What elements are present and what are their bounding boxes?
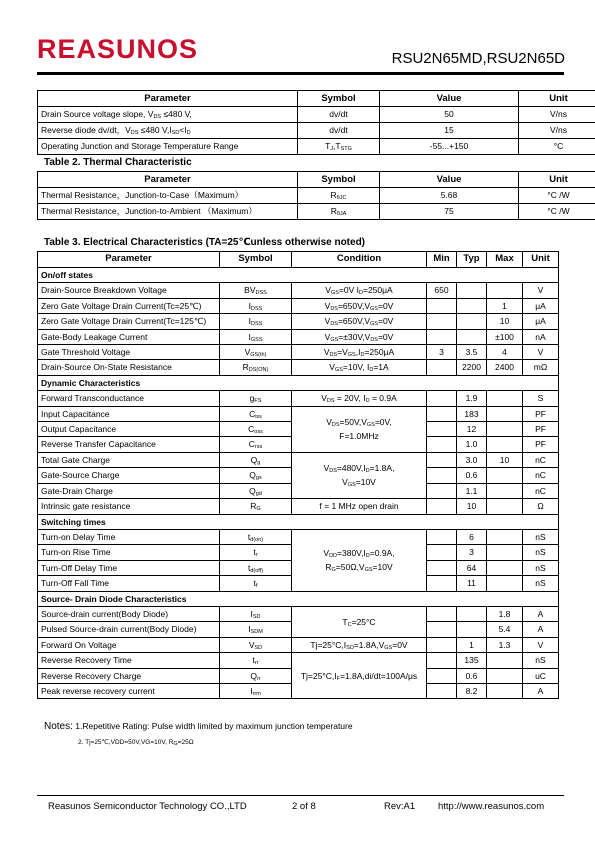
table-row (38, 606, 559, 621)
max-cell (487, 545, 523, 560)
param-cell: Source-drain current(Body Diode) (38, 606, 220, 621)
param-cell: Output Capacitance (38, 422, 220, 437)
param-cell: Thermal Resistance，Junction-to-Ambient （Maximum） (38, 204, 298, 220)
unit-cell: nA (523, 329, 559, 344)
max-cell (487, 437, 523, 452)
unit-cell: °C /W (519, 188, 595, 204)
table-row (38, 298, 559, 313)
symbol-cell: $T_J,T_{STG}$ (298, 139, 380, 155)
param-cell: Input Capacitance (38, 406, 220, 421)
unit-cell: nS (523, 653, 559, 668)
col-parameter: Parameter (38, 252, 220, 268)
min-cell (427, 622, 457, 637)
symbol-cell: $C_{rss}$ (220, 437, 292, 452)
param-cell: Reverse Recovery Time (38, 653, 220, 668)
symbol-cell: $BV_{DSS}$ (220, 283, 292, 298)
table-row (38, 283, 559, 298)
table-row (38, 314, 559, 329)
note-2: 2. Tj=25℃,VDD=50V,VG=10V, $R_G=25\Omega$ (78, 739, 194, 747)
param-cell: Turn-on Delay Time (38, 529, 220, 544)
max-cell (487, 483, 523, 498)
param-cell: Gate Threshold Voltage (38, 345, 220, 360)
value-cell: 75 (380, 204, 519, 220)
symbol-cell: $Q_g$ (220, 452, 292, 467)
param-cell: Pulsed Source-drain current(Body Diode) (38, 622, 220, 637)
typ-cell: 183 (457, 406, 487, 421)
unit-cell: °C (519, 139, 595, 155)
min-cell (427, 329, 457, 344)
table-row (38, 107, 595, 123)
symbol-cell: dv/dt (298, 107, 380, 123)
condition-cell: $Tj=25^\circ C,I_F=1.8A,di/dt=100A/\mu s$ (292, 653, 427, 699)
symbol-cell: $Q_{gd}$ (220, 483, 292, 498)
unit-cell: nC (523, 483, 559, 498)
section-dynamic: Dynamic Characteristics (38, 375, 559, 390)
col-condition: Condition (292, 252, 427, 268)
symbol-cell: $Q_{gs}$ (220, 468, 292, 483)
typ-cell: 0.6 (457, 468, 487, 483)
max-cell (487, 683, 523, 698)
typ-cell (457, 298, 487, 313)
unit-cell: V (523, 345, 559, 360)
col-parameter: Parameter (38, 172, 298, 188)
max-cell (487, 576, 523, 591)
col-min: Min (427, 252, 457, 268)
min-cell (427, 668, 457, 683)
max-cell: ±100 (487, 329, 523, 344)
condition-cell: $V_{DS}=480V,I_D=1.8A$, $V_{GS}=10V$ (292, 452, 427, 498)
min-cell (427, 422, 457, 437)
unit-cell: nS (523, 529, 559, 544)
unit-cell: Ω (523, 499, 559, 514)
table-row (38, 139, 595, 155)
section-row (38, 375, 559, 390)
typ-cell: 0.6 (457, 668, 487, 683)
max-cell (487, 529, 523, 544)
param-cell: Drain Source voltage slope, $V_{DS} \le 480$ V, (38, 107, 298, 123)
unit-cell: PF (523, 406, 559, 421)
section-diode: Source- Drain Diode Characteristics (38, 591, 559, 606)
symbol-cell: $I_{SDM}$ (220, 622, 292, 637)
typ-cell (457, 329, 487, 344)
typ-cell (457, 283, 487, 298)
value-cell: 15 (380, 123, 519, 139)
max-cell (487, 468, 523, 483)
typ-cell: 64 (457, 560, 487, 575)
symbol-cell: $t_{d(on)}$ (220, 529, 292, 544)
symbol-cell: $C_{oss}$ (220, 422, 292, 437)
max-cell (487, 499, 523, 514)
max-cell (487, 668, 523, 683)
max-cell (487, 560, 523, 575)
max-cell: 1 (487, 298, 523, 313)
note-1: Notes: 1.Repetitive Rating: Pulse width limited by maximum junction temperature (44, 721, 353, 732)
table2-caption: Table 2. Thermal Characteristic (44, 157, 192, 168)
min-cell (427, 391, 457, 406)
unit-cell: S (523, 391, 559, 406)
param-cell: Reverse Recovery Charge (38, 668, 220, 683)
condition-cell: $V_{DS}=650V,V_{GS}=0V$ (292, 314, 427, 329)
symbol-cell: $R_G$ (220, 499, 292, 514)
max-cell: 5.4 (487, 622, 523, 637)
value-cell: -55...+150 (380, 139, 519, 155)
param-cell: Zero Gate Voltage Drain Current(Tc=25℃) (38, 298, 220, 313)
table-row (38, 653, 559, 668)
symbol-cell: $R_{\theta JC}$ (298, 188, 380, 204)
typ-cell: 1.1 (457, 483, 487, 498)
typ-cell: 3.5 (457, 345, 487, 360)
table-header-row (38, 172, 595, 188)
min-cell (427, 560, 457, 575)
table-row (38, 188, 595, 204)
symbol-cell: $g_{FS}$ (220, 391, 292, 406)
col-max: Max (487, 252, 523, 268)
section-row (38, 591, 559, 606)
typ-cell: 12 (457, 422, 487, 437)
min-cell: 650 (427, 283, 457, 298)
max-cell: 1.3 (487, 637, 523, 652)
condition-cell: f = 1 MHz open drain (292, 499, 427, 514)
unit-cell: A (523, 683, 559, 698)
min-cell (427, 545, 457, 560)
param-cell: Thermal Resistance，Junction-to-Case（Maximum） (38, 188, 298, 204)
col-value: Value (380, 172, 519, 188)
param-cell: Turn-Off Delay Time (38, 560, 220, 575)
typ-cell (457, 314, 487, 329)
param-cell: Total Gate Charge (38, 452, 220, 467)
symbol-cell: $Q_{rr}$ (220, 668, 292, 683)
param-cell: Intrinsic gate resistance (38, 499, 220, 514)
col-symbol: Symbol (220, 252, 292, 268)
table-header-row (38, 252, 559, 268)
table-row (38, 204, 595, 220)
min-cell (427, 529, 457, 544)
unit-cell: μA (523, 298, 559, 313)
col-value: Value (380, 91, 519, 107)
typ-cell (457, 622, 487, 637)
symbol-cell: $R_{DS(ON)}$ (220, 360, 292, 375)
param-cell: Drain-Source Breakdown Voltage (38, 283, 220, 298)
section-onoff: On/off states (38, 268, 559, 283)
condition-cell: $V_{DS}=650V,V_{GS}=0V$ (292, 298, 427, 313)
param-cell: Operating Junction and Storage Temperature Range (38, 139, 298, 155)
param-cell: Forward On Voltage (38, 637, 220, 652)
symbol-cell: $I_{SD}$ (220, 606, 292, 621)
unit-cell: mΩ (523, 360, 559, 375)
param-cell: Gate-Drain Charge (38, 483, 220, 498)
symbol-cell: $t_r$ (220, 545, 292, 560)
typ-cell: 1.0 (457, 437, 487, 452)
max-cell (487, 391, 523, 406)
typ-cell: 3.0 (457, 452, 487, 467)
min-cell (427, 499, 457, 514)
col-typ: Typ (457, 252, 487, 268)
typ-cell: 135 (457, 653, 487, 668)
min-cell (427, 637, 457, 652)
param-cell: Peak reverse recovery current (38, 683, 220, 698)
absolute-ratings-table (37, 90, 595, 155)
symbol-cell: $I_{DSS}$ (220, 314, 292, 329)
unit-cell: A (523, 606, 559, 621)
typ-cell: 3 (457, 545, 487, 560)
table-header-row (38, 91, 595, 107)
min-cell (427, 576, 457, 591)
min-cell (427, 298, 457, 313)
table-row (38, 360, 559, 375)
symbol-cell: dv/dt (298, 123, 380, 139)
condition-cell: $V_{DS}=V_{GS},I_D=250\mu A$ (292, 345, 427, 360)
table-row (38, 637, 559, 652)
max-cell: 10 (487, 314, 523, 329)
typ-cell: 1 (457, 637, 487, 652)
max-cell (487, 406, 523, 421)
min-cell (427, 360, 457, 375)
min-cell (427, 683, 457, 698)
min-cell: 3 (427, 345, 457, 360)
col-unit: Unit (519, 91, 595, 107)
param-cell: Turn-Off Fall Time (38, 576, 220, 591)
max-cell (487, 653, 523, 668)
table-row (38, 123, 595, 139)
symbol-cell: $t_{d(off)}$ (220, 560, 292, 575)
footer-rule (37, 795, 564, 796)
table-row (38, 499, 559, 514)
param-cell: Zero Gate Voltage Drain Current(Tc=125℃) (38, 314, 220, 329)
unit-cell: μA (523, 314, 559, 329)
typ-cell: 10 (457, 499, 487, 514)
condition-cell: $V_{GS}=\pm 30V,V_{DS}=0V$ (292, 329, 427, 344)
col-symbol: Symbol (298, 91, 380, 107)
table-row (38, 529, 559, 544)
typ-cell (457, 606, 487, 621)
unit-cell: °C /W (519, 204, 595, 220)
min-cell (427, 406, 457, 421)
table-row (38, 345, 559, 360)
min-cell (427, 468, 457, 483)
section-row (38, 268, 559, 283)
max-cell: 2400 (487, 360, 523, 375)
typ-cell: 8.2 (457, 683, 487, 698)
typ-cell: 2200 (457, 360, 487, 375)
condition-cell: $V_{DS} = 20V$, $I_D = 0.9A$ (292, 391, 427, 406)
table-row (38, 406, 559, 421)
symbol-cell: $t_{rr}$ (220, 653, 292, 668)
min-cell (427, 653, 457, 668)
col-parameter: Parameter (38, 91, 298, 107)
max-cell (487, 283, 523, 298)
value-cell: 50 (380, 107, 519, 123)
table3-caption: Table 3. Electrical Characteristics (TA=25℃unless otherwise noted) (44, 237, 366, 248)
min-cell (427, 314, 457, 329)
symbol-cell: $V_{SD}$ (220, 637, 292, 652)
param-cell: Reverse diode dv/dt，$V_{DS} \le 480$ $V,I_{SD}<I_D$ (38, 123, 298, 139)
unit-cell: V/ns (519, 107, 595, 123)
symbol-cell: $I_{rrm}$ (220, 683, 292, 698)
min-cell (427, 483, 457, 498)
max-cell (487, 422, 523, 437)
table-row (38, 391, 559, 406)
unit-cell: nC (523, 468, 559, 483)
symbol-cell: $I_{DSS}$ (220, 298, 292, 313)
param-cell: Gate-Source Charge (38, 468, 220, 483)
param-cell: Reverse Transfer Capacitance (38, 437, 220, 452)
unit-cell: PF (523, 422, 559, 437)
unit-cell: V (523, 637, 559, 652)
col-unit: Unit (523, 252, 559, 268)
condition-cell: $V_{DD}=380V,I_D=0.9A$, $R_G=50\Omega,V_{GS}=10V$ (292, 529, 427, 591)
table-row (38, 452, 559, 467)
unit-cell: V (523, 283, 559, 298)
symbol-cell: $I_{GSS}$ (220, 329, 292, 344)
param-cell: Forward Transconductance (38, 391, 220, 406)
typ-cell: 1.9 (457, 391, 487, 406)
part-number: RSU2N65MD,RSU2N65D (391, 50, 565, 67)
electrical-table (37, 251, 559, 699)
footer-company: Reasunos Semiconductor Technology CO.,LTD (48, 801, 247, 812)
symbol-cell: $C_{iss}$ (220, 406, 292, 421)
symbol-cell: $R_{\theta JA}$ (298, 204, 380, 220)
symbol-cell: $V_{GS(th)}$ (220, 345, 292, 360)
min-cell (427, 452, 457, 467)
max-cell: 1.8 (487, 606, 523, 621)
max-cell: 10 (487, 452, 523, 467)
unit-cell: PF (523, 437, 559, 452)
unit-cell: nS (523, 560, 559, 575)
unit-cell: uC (523, 668, 559, 683)
condition-cell: $V_{GS}=0V$ $I_D=250\mu A$ (292, 283, 427, 298)
condition-cell: $V_{GS}=10V$, $I_D=1A$ (292, 360, 427, 375)
value-cell: 5.68 (380, 188, 519, 204)
typ-cell: 11 (457, 576, 487, 591)
min-cell (427, 437, 457, 452)
section-row (38, 514, 559, 529)
footer-page: 2 of 8 (292, 801, 316, 812)
typ-cell: 6 (457, 529, 487, 544)
footer-url[interactable]: http://www.reasunos.com (438, 801, 545, 812)
condition-cell: $V_{DS}=50V,V_{GS}=0V$, F=1.0MHz (292, 406, 427, 452)
param-cell: Gate-Body Leakage Current (38, 329, 220, 344)
param-cell: Turn-on Rise Time (38, 545, 220, 560)
table-row (38, 329, 559, 344)
footer-revision: Rev:A1 (384, 801, 416, 812)
symbol-cell: $t_f$ (220, 576, 292, 591)
unit-cell: nS (523, 576, 559, 591)
unit-cell: V/ns (519, 123, 595, 139)
param-cell: Drain-Source On-State Resistance (38, 360, 220, 375)
col-unit: Unit (519, 172, 595, 188)
max-cell: 4 (487, 345, 523, 360)
header-rule (37, 72, 564, 75)
section-switching: Switching times (38, 514, 559, 529)
unit-cell: nC (523, 452, 559, 467)
condition-cell: $T_C=25^\circ C$ (292, 606, 427, 637)
unit-cell: A (523, 622, 559, 637)
col-symbol: Symbol (298, 172, 380, 188)
thermal-table (37, 171, 595, 220)
unit-cell: nS (523, 545, 559, 560)
condition-cell: $Tj=25^\circ C,I_{SD}=1.8A,V_{GS}=0V$ (292, 637, 427, 652)
min-cell (427, 606, 457, 621)
company-logo: REASUNOS (37, 34, 199, 64)
